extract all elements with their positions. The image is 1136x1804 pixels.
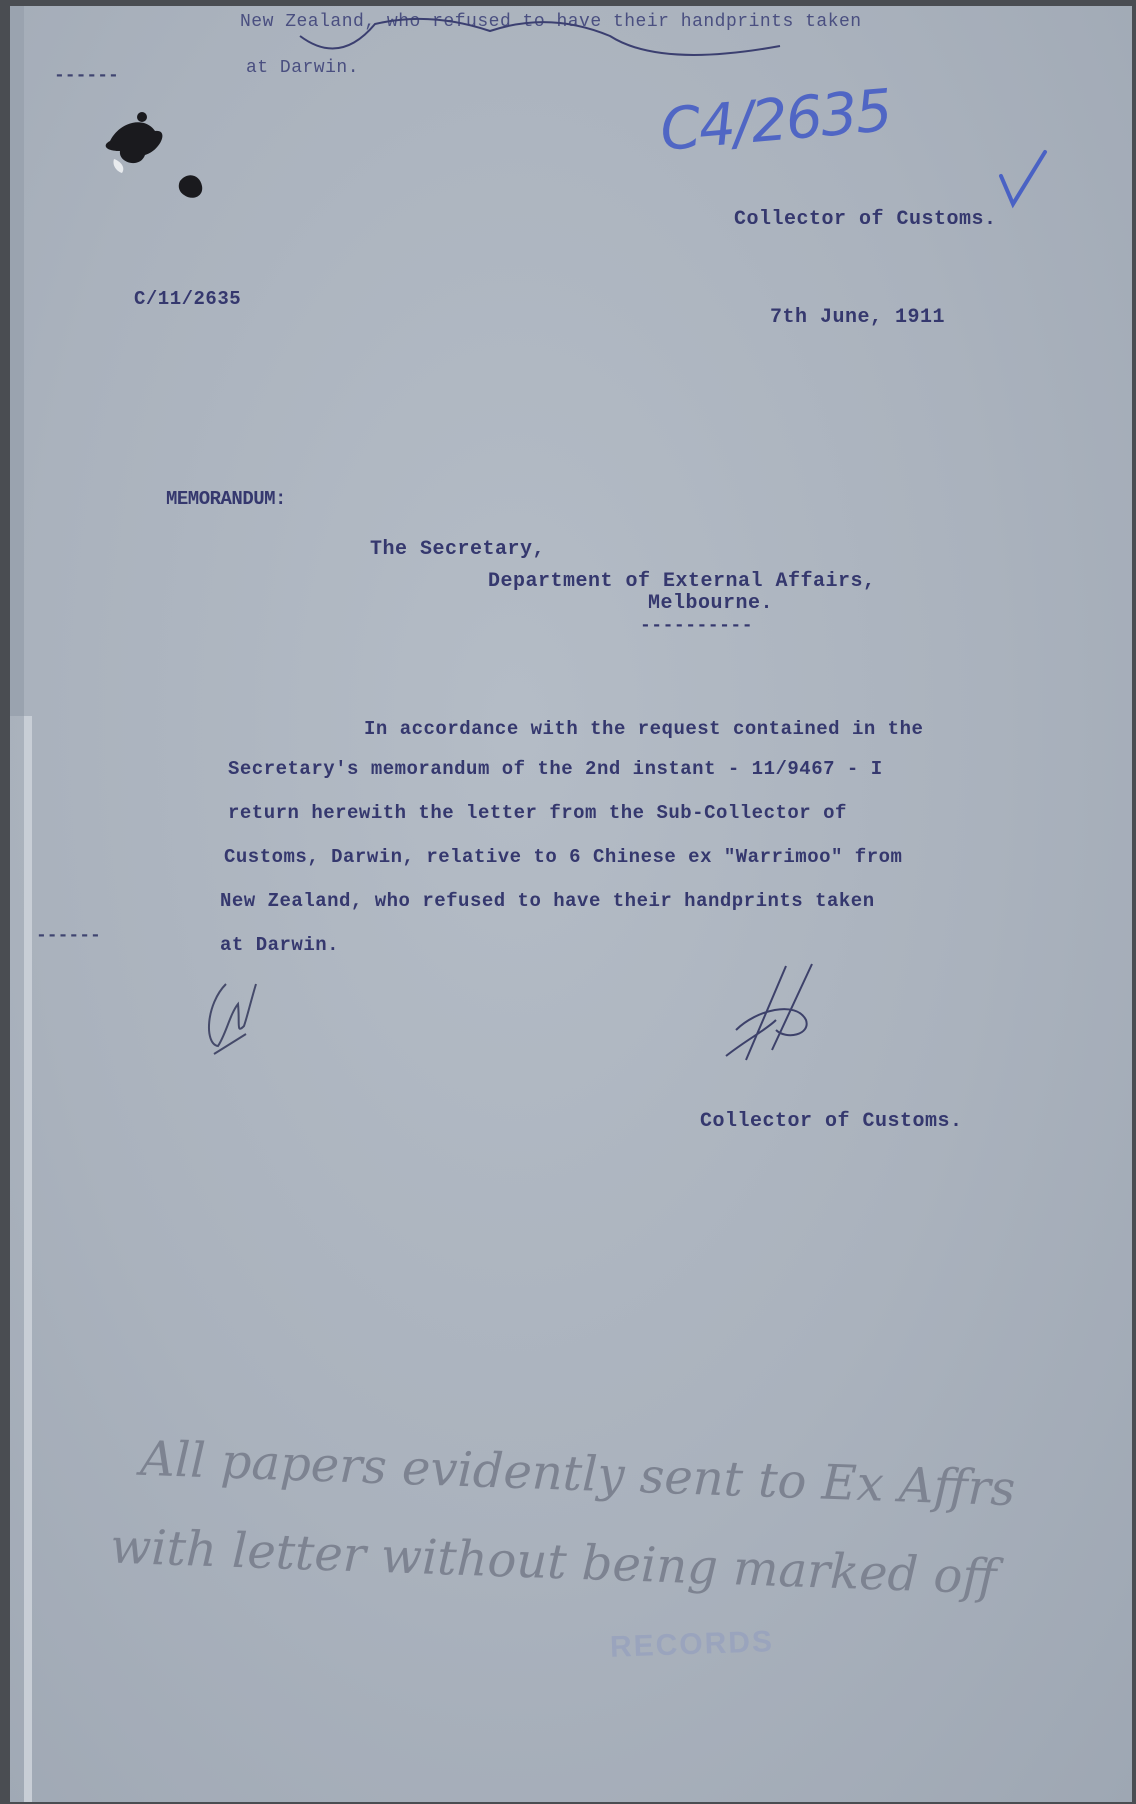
addressee-line-3: Melbourne.: [648, 592, 774, 615]
pencil-note-line-1: All papers evidently sent to Ex Affrs: [139, 1430, 1017, 1518]
pencil-note-line-2: with letter without being marked off: [109, 1518, 998, 1606]
body-line-1: In accordance with the request contained in the: [364, 718, 924, 740]
body-line-6: at Darwin.: [220, 934, 340, 956]
body-line-5: New Zealand, who refused to have their handprints taken: [220, 890, 875, 912]
memorandum-label: MEMORANDUM:: [166, 488, 286, 510]
margin-dashes-top: ------: [54, 66, 119, 86]
addressee-underline: ----------: [640, 616, 754, 636]
file-number-stamp: C4/2635: [657, 76, 894, 164]
addressee-line-2: Department of External Affairs,: [488, 570, 876, 593]
sender-heading: Collector of Customs.: [734, 208, 997, 231]
pen-scribble: [10, 6, 1132, 86]
collector-signature: [716, 960, 836, 1070]
records-stamp: RECORDS: [609, 1625, 775, 1664]
left-paper-edge: [24, 716, 32, 1802]
body-line-4: Customs, Darwin, relative to 6 Chinese ex "Warrimoo" from: [224, 846, 903, 868]
reference-number: C/11/2635: [134, 288, 242, 310]
memo-date: 7th June, 1911: [770, 306, 946, 329]
left-margin-shadow: [10, 6, 24, 716]
body-line-3: return herewith the letter from the Sub-Collector of: [228, 802, 847, 824]
carryover-line-1: New Zealand, who refused to have their handprints taken: [240, 12, 862, 32]
document-page: [10, 6, 1132, 1802]
addressee-line-1: The Secretary,: [370, 538, 546, 561]
initials-signature: [196, 964, 286, 1064]
signature-title: Collector of Customs.: [700, 1110, 963, 1133]
margin-dashes-body: ------: [36, 926, 101, 946]
check-mark-icon: [995, 146, 1055, 216]
ink-blot: [100, 111, 230, 221]
body-line-2: Secretary's memorandum of the 2nd instant - 11/9467 - I: [228, 758, 883, 780]
carryover-line-2: at Darwin.: [246, 58, 360, 78]
